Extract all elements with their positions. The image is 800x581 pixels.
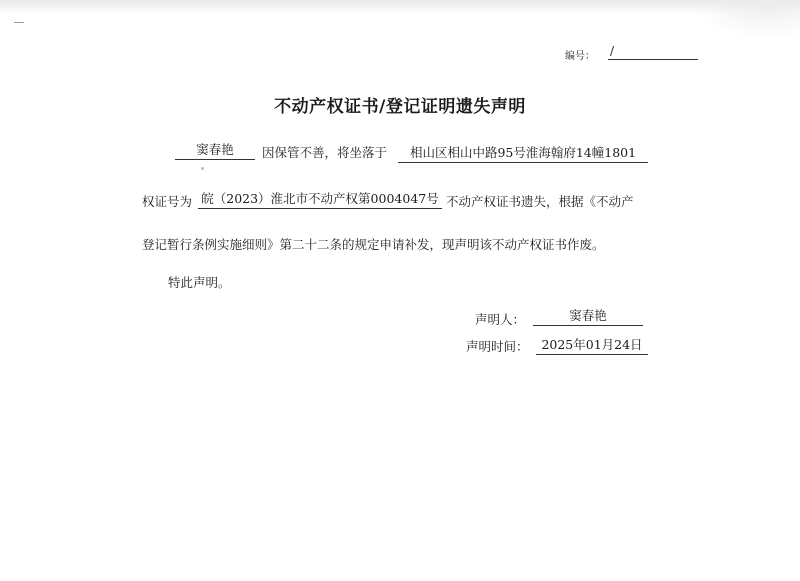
paragraph-text-2: 权证号为 [142,194,193,209]
scan-speck [201,167,204,170]
scan-shadow [690,0,800,40]
declarant-signature-field: 窦春艳 [533,306,643,326]
paragraph-text-3: 不动产权证书遗失，根据《不动产 [446,194,634,209]
closing-text: 特此声明。 [168,275,231,290]
scan-mark [14,22,24,23]
declaration-date-field: 2025年01月24日 [536,335,648,355]
address-field: 相山区相山中路95号淮海翰府14幢1801 [398,143,648,163]
paragraph-text-4: 登记暂行条例实施细则》第二十二条的规定申请补发，现声明该不动产权证书作废。 [142,237,605,252]
serial-label: 编号： [565,51,595,62]
paragraph-text-1: 因保管不善，将坐落于 [262,145,388,160]
scan-edge [0,0,800,14]
declarant-label: 声明人： [475,312,526,327]
document-title: 不动产权证书/登记证明遗失声明 [274,97,526,117]
serial-value: / [608,44,698,60]
declarant-name-field: 窦春艳 [175,140,255,160]
cert-number-field: 皖（2023）淮北市不动产权第0004047号 [198,189,442,209]
date-label: 声明时间： [466,339,529,354]
